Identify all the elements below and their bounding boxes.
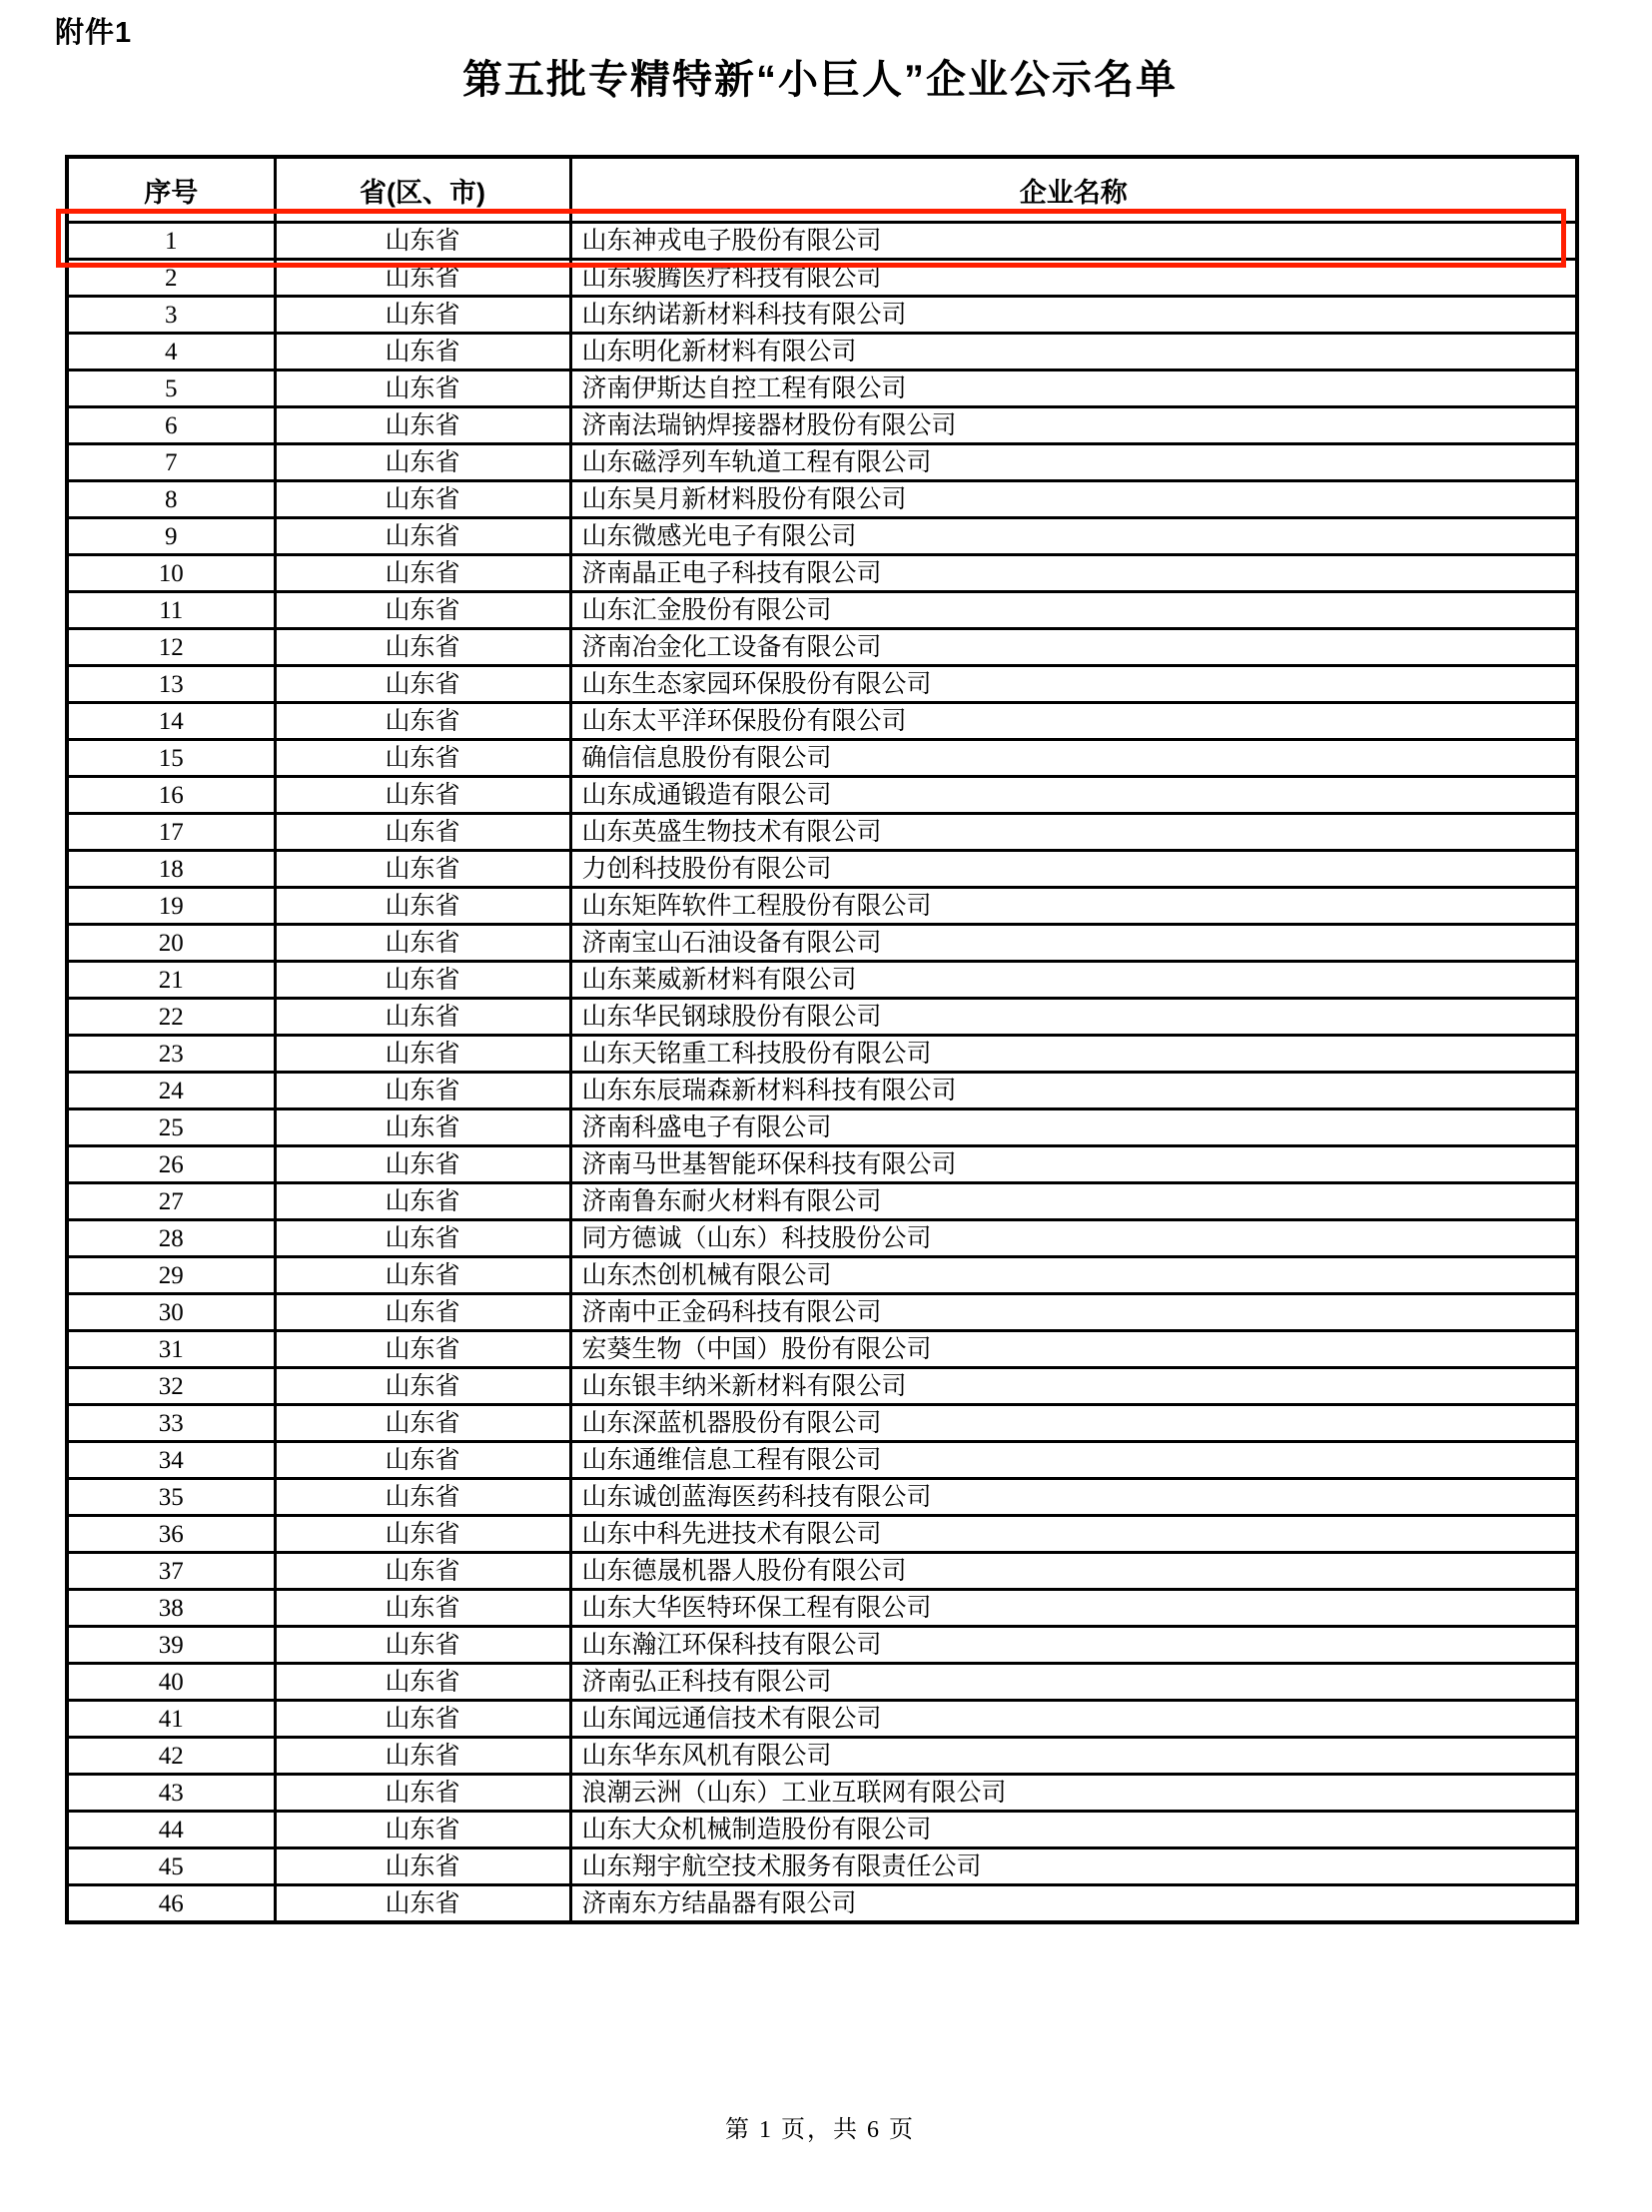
table-row [67, 223, 1577, 260]
company-name-cell: 济南宝山石油设备有限公司 [570, 925, 1577, 962]
table-row [67, 666, 1577, 703]
province-cell: 山东省 [275, 999, 570, 1036]
seq-cell: 15 [67, 740, 275, 777]
company-name-cell: 济南东方结晶器有限公司 [570, 1885, 1577, 1923]
col-header-seq: 序号 [67, 157, 275, 223]
province-cell: 山东省 [275, 1036, 570, 1073]
company-name-cell: 山东骏腾医疗科技有限公司 [570, 260, 1577, 297]
table-row [67, 1220, 1577, 1257]
table-row [67, 703, 1577, 740]
company-name-cell: 力创科技股份有限公司 [570, 851, 1577, 888]
company-name-cell: 济南伊斯达自控工程有限公司 [570, 370, 1577, 407]
province-cell: 山东省 [275, 1073, 570, 1109]
company-name-cell: 山东大华医特环保工程有限公司 [570, 1590, 1577, 1627]
province-cell: 山东省 [275, 1553, 570, 1590]
seq-cell: 24 [67, 1073, 275, 1109]
table-row [67, 1516, 1577, 1553]
province-cell: 山东省 [275, 1627, 570, 1664]
seq-cell: 32 [67, 1368, 275, 1405]
province-cell: 山东省 [275, 1368, 570, 1405]
seq-cell: 31 [67, 1331, 275, 1368]
table-row [67, 1146, 1577, 1183]
company-name-cell: 济南鲁东耐火材料有限公司 [570, 1183, 1577, 1220]
table-row [67, 518, 1577, 555]
province-cell: 山东省 [275, 962, 570, 999]
province-cell: 山东省 [275, 1812, 570, 1848]
seq-cell: 25 [67, 1109, 275, 1146]
company-name-cell: 山东成通锻造有限公司 [570, 777, 1577, 814]
province-cell: 山东省 [275, 1738, 570, 1775]
seq-cell: 3 [67, 297, 275, 334]
seq-cell: 10 [67, 555, 275, 592]
table-row [67, 1812, 1577, 1848]
province-cell: 山东省 [275, 1701, 570, 1738]
table-row [67, 260, 1577, 297]
table-row [67, 1590, 1577, 1627]
table-row [67, 334, 1577, 370]
seq-cell: 44 [67, 1812, 275, 1848]
company-name-cell: 济南法瑞钠焊接器材股份有限公司 [570, 407, 1577, 444]
company-name-cell: 山东微感光电子有限公司 [570, 518, 1577, 555]
table-row [67, 297, 1577, 334]
seq-cell: 2 [67, 260, 275, 297]
seq-cell: 27 [67, 1183, 275, 1220]
table-row [67, 1442, 1577, 1479]
table-row [67, 740, 1577, 777]
table-row [67, 1294, 1577, 1331]
table-row [67, 1627, 1577, 1664]
company-name-cell: 济南晶正电子科技有限公司 [570, 555, 1577, 592]
seq-cell: 29 [67, 1257, 275, 1294]
seq-cell: 14 [67, 703, 275, 740]
seq-cell: 38 [67, 1590, 275, 1627]
province-cell: 山东省 [275, 1405, 570, 1442]
province-cell: 山东省 [275, 1664, 570, 1701]
table-row [67, 1885, 1577, 1923]
table-row [67, 1479, 1577, 1516]
table-body [67, 223, 1577, 1923]
province-cell: 山东省 [275, 1109, 570, 1146]
province-cell: 山东省 [275, 1331, 570, 1368]
company-name-cell: 山东磁浮列车轨道工程有限公司 [570, 444, 1577, 481]
company-name-cell: 山东昊月新材料股份有限公司 [570, 481, 1577, 518]
seq-cell: 30 [67, 1294, 275, 1331]
company-name-cell: 山东英盛生物技术有限公司 [570, 814, 1577, 851]
seq-cell: 21 [67, 962, 275, 999]
company-name-cell: 山东翔宇航空技术服务有限责任公司 [570, 1848, 1577, 1885]
table-row [67, 962, 1577, 999]
province-cell: 山东省 [275, 1183, 570, 1220]
seq-cell: 28 [67, 1220, 275, 1257]
province-cell: 山东省 [275, 1516, 570, 1553]
company-name-cell: 山东瀚江环保科技有限公司 [570, 1627, 1577, 1664]
province-cell: 山东省 [275, 1775, 570, 1812]
seq-cell: 35 [67, 1479, 275, 1516]
company-name-cell: 山东生态家园环保股份有限公司 [570, 666, 1577, 703]
page-footer: 第 1 页，共 6 页 [725, 2117, 915, 2143]
company-name-cell: 山东大众机械制造股份有限公司 [570, 1812, 1577, 1848]
col-header-company: 企业名称 [570, 157, 1577, 223]
province-cell: 山东省 [275, 1479, 570, 1516]
province-cell: 山东省 [275, 925, 570, 962]
company-name-cell: 山东太平洋环保股份有限公司 [570, 703, 1577, 740]
company-name-cell: 济南弘正科技有限公司 [570, 1664, 1577, 1701]
province-cell: 山东省 [275, 740, 570, 777]
table-row [67, 1848, 1577, 1885]
company-name-cell: 山东明化新材料有限公司 [570, 334, 1577, 370]
table-row [67, 1664, 1577, 1701]
seq-cell: 37 [67, 1553, 275, 1590]
seq-cell: 5 [67, 370, 275, 407]
seq-cell: 16 [67, 777, 275, 814]
col-header-province: 省(区、市) [275, 157, 570, 223]
table-row [67, 1331, 1577, 1368]
province-cell: 山东省 [275, 666, 570, 703]
province-cell: 山东省 [275, 555, 570, 592]
province-cell: 山东省 [275, 297, 570, 334]
province-cell: 山东省 [275, 481, 570, 518]
seq-cell: 1 [67, 223, 275, 260]
table-row [67, 629, 1577, 666]
table-row [67, 370, 1577, 407]
company-name-cell: 济南马世基智能环保科技有限公司 [570, 1146, 1577, 1183]
seq-cell: 40 [67, 1664, 275, 1701]
seq-cell: 23 [67, 1036, 275, 1073]
page-title: 第五批专精特新“小巨人”企业公示名单 [462, 58, 1178, 102]
table-row [67, 1183, 1577, 1220]
table-header-row [67, 157, 1577, 223]
company-name-cell: 山东闻远通信技术有限公司 [570, 1701, 1577, 1738]
province-cell: 山东省 [275, 407, 570, 444]
table-row [67, 777, 1577, 814]
seq-cell: 18 [67, 851, 275, 888]
table-row [67, 851, 1577, 888]
company-name-cell: 山东杰创机械有限公司 [570, 1257, 1577, 1294]
company-name-cell: 山东天铭重工科技股份有限公司 [570, 1036, 1577, 1073]
seq-cell: 43 [67, 1775, 275, 1812]
seq-cell: 9 [67, 518, 275, 555]
seq-cell: 45 [67, 1848, 275, 1885]
company-name-cell: 山东汇金股份有限公司 [570, 592, 1577, 629]
seq-cell: 8 [67, 481, 275, 518]
seq-cell: 17 [67, 814, 275, 851]
company-name-cell: 山东中科先进技术有限公司 [570, 1516, 1577, 1553]
seq-cell: 46 [67, 1885, 275, 1923]
province-cell: 山东省 [275, 592, 570, 629]
company-name-cell: 浪潮云洲（山东）工业互联网有限公司 [570, 1775, 1577, 1812]
company-name-cell: 宏葵生物（中国）股份有限公司 [570, 1331, 1577, 1368]
table-row [67, 1368, 1577, 1405]
province-cell: 山东省 [275, 1220, 570, 1257]
table-row [67, 999, 1577, 1036]
table-row [67, 1405, 1577, 1442]
table-row [67, 1257, 1577, 1294]
province-cell: 山东省 [275, 1590, 570, 1627]
seq-cell: 6 [67, 407, 275, 444]
table-row [67, 1701, 1577, 1738]
table-row [67, 407, 1577, 444]
company-name-cell: 山东深蓝机器股份有限公司 [570, 1405, 1577, 1442]
table-row [67, 1109, 1577, 1146]
company-name-cell: 确信信息股份有限公司 [570, 740, 1577, 777]
company-name-cell: 济南科盛电子有限公司 [570, 1109, 1577, 1146]
company-name-cell: 济南中正金码科技有限公司 [570, 1294, 1577, 1331]
table-row [67, 1775, 1577, 1812]
province-cell: 山东省 [275, 851, 570, 888]
seq-cell: 13 [67, 666, 275, 703]
company-name-cell: 山东纳诺新材料科技有限公司 [570, 297, 1577, 334]
table-row [67, 481, 1577, 518]
province-cell: 山东省 [275, 1146, 570, 1183]
table-row [67, 888, 1577, 925]
attachment-label: 附件1 [55, 17, 133, 49]
company-name-cell: 山东银丰纳米新材料有限公司 [570, 1368, 1577, 1405]
seq-cell: 33 [67, 1405, 275, 1442]
table-row [67, 814, 1577, 851]
seq-cell: 41 [67, 1701, 275, 1738]
province-cell: 山东省 [275, 370, 570, 407]
company-name-cell: 山东神戎电子股份有限公司 [570, 223, 1577, 260]
company-name-cell: 济南冶金化工设备有限公司 [570, 629, 1577, 666]
seq-cell: 36 [67, 1516, 275, 1553]
seq-cell: 4 [67, 334, 275, 370]
province-cell: 山东省 [275, 814, 570, 851]
table-row [67, 1036, 1577, 1073]
province-cell: 山东省 [275, 260, 570, 297]
table-row [67, 555, 1577, 592]
province-cell: 山东省 [275, 518, 570, 555]
seq-cell: 11 [67, 592, 275, 629]
seq-cell: 39 [67, 1627, 275, 1664]
seq-cell: 26 [67, 1146, 275, 1183]
province-cell: 山东省 [275, 1848, 570, 1885]
company-name-cell: 山东诚创蓝海医药科技有限公司 [570, 1479, 1577, 1516]
table-row [67, 444, 1577, 481]
company-name-cell: 山东德晟机器人股份有限公司 [570, 1553, 1577, 1590]
province-cell: 山东省 [275, 888, 570, 925]
company-table [65, 155, 1579, 1924]
company-name-cell: 山东东辰瑞森新材料科技有限公司 [570, 1073, 1577, 1109]
company-name-cell: 山东莱威新材料有限公司 [570, 962, 1577, 999]
province-cell: 山东省 [275, 777, 570, 814]
seq-cell: 42 [67, 1738, 275, 1775]
province-cell: 山东省 [275, 1442, 570, 1479]
seq-cell: 7 [67, 444, 275, 481]
seq-cell: 19 [67, 888, 275, 925]
seq-cell: 12 [67, 629, 275, 666]
province-cell: 山东省 [275, 223, 570, 260]
province-cell: 山东省 [275, 629, 570, 666]
company-name-cell: 山东通维信息工程有限公司 [570, 1442, 1577, 1479]
company-name-cell: 山东矩阵软件工程股份有限公司 [570, 888, 1577, 925]
company-name-cell: 山东华东风机有限公司 [570, 1738, 1577, 1775]
table-row [67, 592, 1577, 629]
company-name-cell: 同方德诚（山东）科技股份公司 [570, 1220, 1577, 1257]
seq-cell: 22 [67, 999, 275, 1036]
seq-cell: 20 [67, 925, 275, 962]
province-cell: 山东省 [275, 703, 570, 740]
seq-cell: 34 [67, 1442, 275, 1479]
province-cell: 山东省 [275, 334, 570, 370]
table-row [67, 925, 1577, 962]
table-row [67, 1738, 1577, 1775]
table-row [67, 1553, 1577, 1590]
province-cell: 山东省 [275, 1257, 570, 1294]
table-row [67, 1073, 1577, 1109]
company-name-cell: 山东华民钢球股份有限公司 [570, 999, 1577, 1036]
province-cell: 山东省 [275, 1294, 570, 1331]
province-cell: 山东省 [275, 1885, 570, 1923]
province-cell: 山东省 [275, 444, 570, 481]
